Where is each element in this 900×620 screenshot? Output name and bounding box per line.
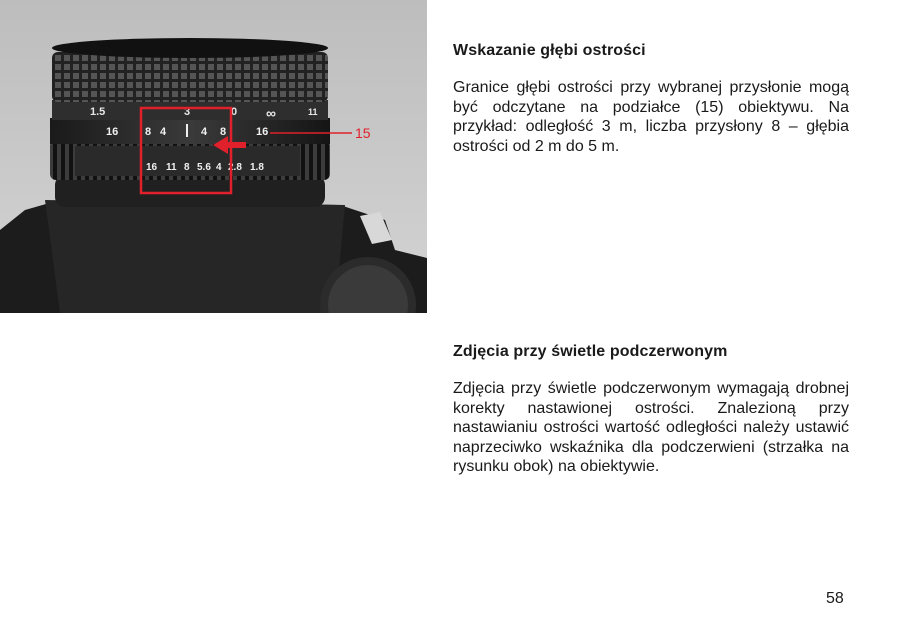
focus-ring xyxy=(52,52,328,102)
lens-illustration xyxy=(0,0,427,313)
aperture-label-4: 4 xyxy=(216,162,222,173)
section-heading-depth-of-field: Wskazanie głębi ostrości xyxy=(453,42,646,59)
scale-label-0: 0 xyxy=(231,106,238,118)
prism-housing xyxy=(45,200,345,313)
aperture-label-1-8: 1.8 xyxy=(250,162,264,173)
depth-scale-band xyxy=(50,118,330,144)
depth-label-4-left: 4 xyxy=(160,126,167,138)
lens-front xyxy=(52,38,328,58)
section-paragraph-depth-of-field: Granice głębi ostrości przy wybranej przysłonie mogą być odczytane na podziałce (15) obiektywu. Na przykład: odległość 3 m, liczba przysłony 8 – głębia ostrości od 2 m do 5 m. xyxy=(453,79,849,155)
page-number: 58 xyxy=(826,590,844,607)
scale-label-3: 3 xyxy=(184,106,191,118)
lens-photo xyxy=(0,0,427,313)
depth-label-16-right: 16 xyxy=(256,126,269,138)
scale-label-infinity: ∞ xyxy=(266,105,276,121)
scale-label-11: 11 xyxy=(308,107,318,117)
section-heading-infrared: Zdjęcia przy świetle podczerwonym xyxy=(453,343,728,360)
aperture-label-5-6: 5.6 xyxy=(197,162,211,173)
depth-label-4-right: 4 xyxy=(201,126,208,138)
depth-label-8-left: 8 xyxy=(145,126,152,138)
aperture-label-16: 16 xyxy=(146,162,158,173)
scale-label-1-5: 1.5 xyxy=(90,106,106,118)
aperture-label-2-8: 2.8 xyxy=(228,162,242,173)
depth-label-8-right: 8 xyxy=(220,126,227,138)
section-paragraph-infrared: Zdjęcia przy świetle podczerwonym wymagają drobnej korekty nastawionej ostrości. Znalezioną przy nastawianiu ostrości wartość odległości należy ustawić naprzeciwko wskaźnika dla podczerwieni (strzałka na rysunku obok) na obiektywie. xyxy=(453,380,849,475)
aperture-label-11: 11 xyxy=(166,162,177,173)
aperture-label-8: 8 xyxy=(184,162,190,173)
depth-label-16-left: 16 xyxy=(106,126,119,138)
callout-label: 15 xyxy=(355,125,371,141)
focus-index-mark xyxy=(186,124,188,137)
